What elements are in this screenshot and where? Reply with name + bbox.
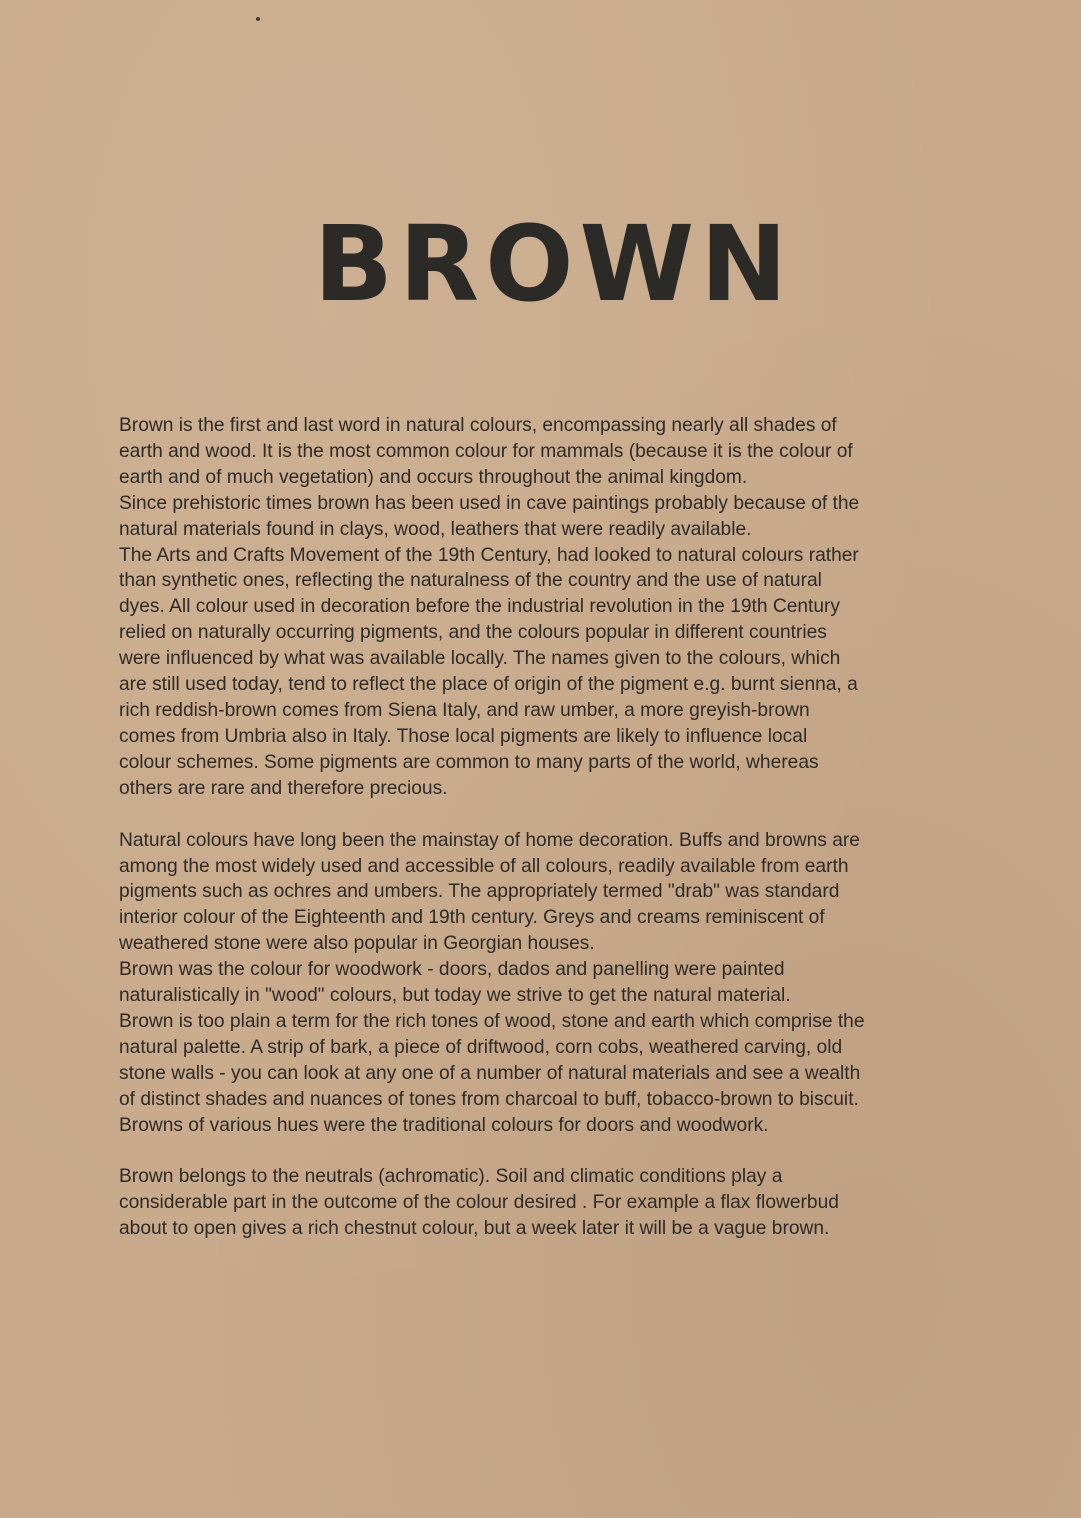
text-line: Brown was the colour for woodwork - doors, dados and panelling were painted (119, 959, 785, 981)
text-line: Brown is too plain a term for the rich tones of wood, stone and earth which comprise the (119, 1010, 865, 1032)
text-line: Brown belongs to the neutrals (achromatic). Soil and climatic conditions play a (119, 1166, 783, 1188)
text-line: earth and wood. It is the most common colour for mammals (because it is the colour of (119, 440, 853, 462)
page-title: BROWN (313, 203, 794, 325)
text-line: Natural colours have long been the mainstay of home decoration. Buffs and browns are (119, 829, 860, 851)
text-line: were influenced by what was available locally. The names given to the colours, which (119, 648, 841, 670)
text-line: others are rare and therefore precious. (119, 777, 448, 799)
text-line: earth and of much vegetation) and occurs throughout the animal kingdom. (119, 466, 748, 488)
text-line: natural palette. A strip of bark, a piece of driftwood, corn cobs, weathered carving, old (119, 1036, 843, 1058)
text-line: Brown is the first and last word in natural colours, encompassing nearly all shades of (119, 415, 837, 436)
paragraph-gap (119, 802, 989, 828)
text-line: among the most widely used and accessible of all colours, readily available from earth (119, 855, 849, 877)
text-line: stone walls - you can look at any one of a number of natural materials and see a wealth (119, 1062, 861, 1084)
text-line: about to open gives a rich chestnut colour, but a week later it will be a vague brown. (119, 1218, 830, 1240)
body-text (119, 413, 989, 1242)
text-line: The Arts and Crafts Movement of the 19th Century, had looked to natural colours rather (119, 544, 859, 566)
text-line: Since prehistoric times brown has been used in cave paintings probably because of the (119, 492, 860, 514)
text-line: are still used today, tend to reflect the place of origin of the pigment e.g. burnt sienna, a (119, 674, 858, 696)
text-line: colour schemes. Some pigments are common to many parts of the world, whereas (119, 751, 819, 773)
paragraph-gap (119, 1138, 989, 1164)
text-line: natural materials found in clays, wood, leathers that were readily available. (119, 518, 752, 540)
text-line: rich reddish-brown comes from Siena Italy, and raw umber, a more greyish-brown (119, 699, 810, 721)
text-line: naturalistically in "wood" colours, but today we strive to get the natural material. (119, 985, 791, 1007)
text-line: pigments such as ochres and umbers. The appropriately termed "drab" was standard (119, 881, 840, 903)
text-line: Browns of various hues were the traditional colours for doors and woodwork. (119, 1114, 769, 1136)
text-line: than synthetic ones, reflecting the naturalness of the country and the use of natural (119, 570, 822, 592)
ink-speck (256, 17, 260, 21)
text-line: weathered stone were also popular in Georgian houses. (119, 933, 595, 955)
text-line: relied on naturally occurring pigments, and the colours popular in different countries (119, 622, 827, 644)
text-line: considerable part in the outcome of the colour desired . For example a flax flowerbud (119, 1192, 839, 1214)
text-line: comes from Umbria also in Italy. Those local pigments are likely to influence local (119, 725, 808, 747)
text-line: of distinct shades and nuances of tones from charcoal to buff, tobacco-brown to biscuit. (119, 1088, 859, 1110)
text-line: interior colour of the Eighteenth and 19th century. Greys and creams reminiscent of (119, 907, 825, 929)
text-line: dyes. All colour used in decoration before the industrial revolution in the 19th Century (119, 596, 841, 618)
